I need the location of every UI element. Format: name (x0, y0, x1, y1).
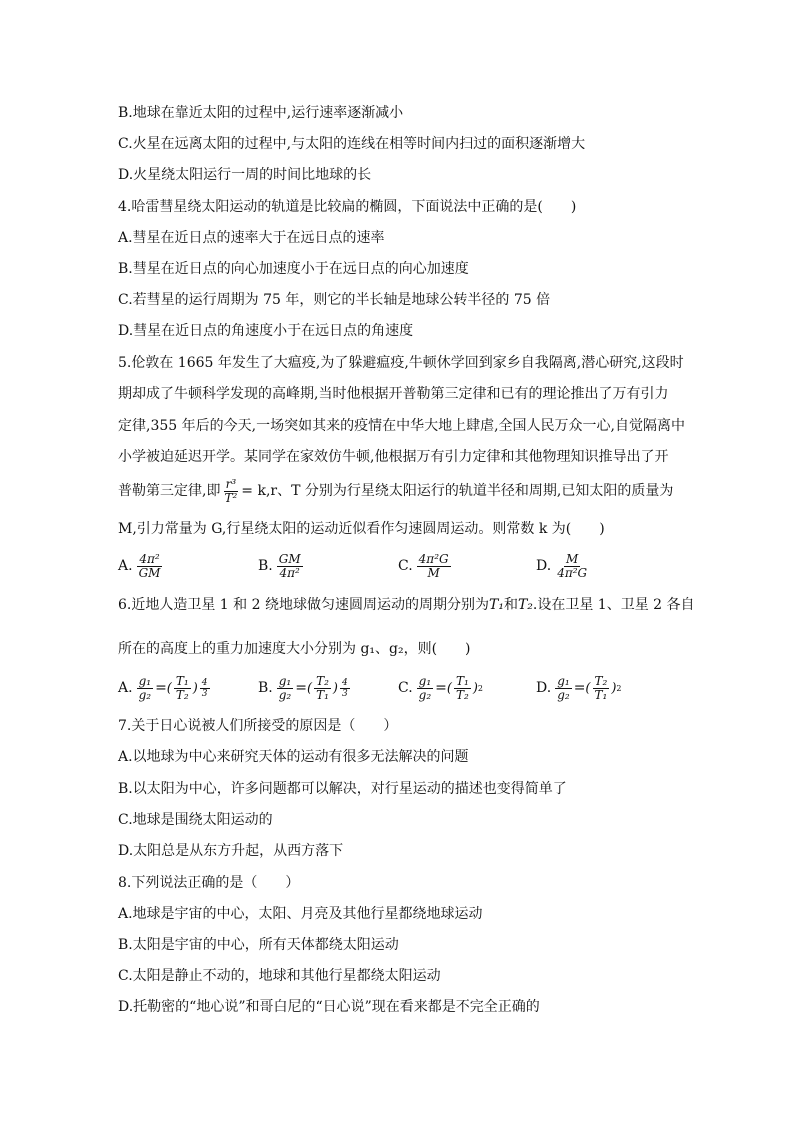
q5-opt-d-denominator: 4π²G (557, 565, 588, 580)
q3-option-b: B.地球在靠近太阳的过程中,运行速率逐渐减小 (118, 105, 404, 121)
q4-stem: 4.哈雷彗星绕太阳运动的轨道是比较扁的椭圆，下面说法中正确的是( ) (118, 199, 577, 215)
q6-opt-b-rhs-denominator: T₁ (316, 687, 329, 702)
q6-opt-a-lhs-denominator: g₂ (138, 687, 152, 702)
q6-line-2: 所在的高度上的重力加速度大小分别为 g₁、g₂，则( ) (118, 641, 471, 657)
option-label: A. (118, 558, 133, 574)
q6-opt-c-rhs-denominator: T₂ (455, 687, 469, 702)
q6-line-1-suffix: .设在卫星 1、卫星 2 各自 (532, 597, 695, 613)
q6-opt-a-rhs-fraction (174, 675, 191, 702)
q8-option-c: C.太阳是静止不动的，地球和其他行星都绕太阳运动 (118, 968, 441, 984)
kepler-equation-fraction (222, 478, 239, 505)
q4-option-a: A.彗星在近日点的速率大于在远日点的速率 (118, 230, 385, 246)
q6-opt-d-exponent: 2 (616, 683, 622, 693)
right-paren: ) (332, 680, 338, 696)
q5-line-3: 定律,355 年后的今天,一场突如其来的疫情在中华大地上肆虐,全国人民万众一心,自觉隔离中 (118, 418, 685, 434)
equals-sign: = (435, 680, 447, 696)
q7-option-a: A.以地球为中心来研究天体的运动有很多无法解决的问题 (118, 749, 469, 765)
q7-stem: 7.关于日心说被人们所接受的原因是（ ） (118, 718, 398, 734)
q5-opt-b-denominator: 4π² (279, 565, 300, 580)
q6-opt-c-exponent: 2 (477, 683, 483, 693)
q5-options (118, 546, 678, 586)
period-t2: T₂ (517, 597, 533, 613)
left-paren: ( (446, 680, 452, 696)
kepler-eq-denominator: T² (224, 490, 238, 505)
q6-opt-d-rhs-fraction (593, 675, 610, 702)
q8-option-d: D.托勒密的“地心说”和哥白尼的“日心说”现在看来都是不完全正确的 (118, 999, 540, 1015)
q6-line-1 (118, 596, 695, 614)
q5-opt-d-numerator: M (566, 551, 579, 566)
q6-opt-c-rhs-numerator: T₁ (455, 673, 469, 688)
q5-opt-c-numerator: 4π²G (418, 551, 449, 566)
q7-option-b: B.以太阳为中心，许多问题都可以解决，对行星运动的描述也变得简单了 (118, 781, 567, 797)
option-label: C. (398, 558, 413, 574)
q6-opt-a-exponent-numerator: 4 (201, 677, 208, 688)
q5-opt-b-fraction (277, 553, 303, 580)
q3-option-d: D.火星绕太阳运行一周的时间比地球的长 (118, 167, 372, 183)
right-paren: ) (192, 680, 198, 696)
q6-and: 和 (503, 597, 518, 613)
q6-opt-a-exponent-fraction (200, 678, 210, 699)
q6-options (118, 668, 678, 708)
q6-opt-b-lhs-denominator: g₂ (278, 687, 292, 702)
q6-opt-c-lhs-numerator: g₁ (418, 673, 432, 688)
q5-line-6: M,引力常量为 G,行星绕太阳的运动近似看作匀速圆周运动。则常数 k 为( ) (118, 521, 605, 537)
q5-option-b (258, 546, 305, 586)
q6-opt-b-exponent-denominator: 3 (341, 688, 348, 699)
q5-opt-a-fraction (137, 553, 163, 580)
q5-opt-c-denominator: M (427, 565, 440, 580)
right-paren: ) (472, 680, 478, 696)
q5-option-a (118, 546, 164, 586)
q5-opt-b-numerator: GM (278, 551, 301, 566)
q5-line-5-suffix: = k,r、T 分别为行星绕太阳运行的轨道半径和周期,已知太阳的质量为 (241, 483, 674, 499)
option-label: C. (398, 680, 413, 696)
q5-line-5-prefix: 普勒第三定律,即 (118, 483, 221, 499)
q6-line-1-prefix: 6.近地人造卫星 1 和 2 绕地球做匀速圆周运动的周期分别为 (118, 597, 489, 613)
q6-opt-d-lhs-numerator: g₁ (557, 673, 570, 688)
q6-opt-b-rhs-numerator: T₂ (316, 673, 329, 688)
q6-opt-d-rhs-denominator: T₁ (594, 687, 608, 702)
q6-opt-a-rhs-denominator: T₂ (175, 687, 189, 702)
kepler-eq-numerator: r³ (225, 476, 237, 491)
equals-sign: = (295, 680, 307, 696)
q6-opt-b-lhs-numerator: g₁ (278, 673, 292, 688)
q8-option-b: B.太阳是宇宙的中心，所有天体都绕太阳运动 (118, 937, 399, 953)
q5-opt-c-fraction (417, 553, 451, 580)
q6-opt-b-rhs-fraction (314, 675, 331, 702)
q5-option-c (398, 546, 453, 586)
q5-opt-d-fraction (555, 553, 589, 580)
q6-opt-d-rhs-numerator: T₂ (594, 673, 608, 688)
q4-option-c: C.若彗星的运行周期为 75 年，则它的半长轴是地球公转半径的 75 倍 (118, 292, 551, 308)
q6-opt-a-rhs-numerator: T₁ (175, 673, 189, 688)
q5-line-1: 5.伦敦在 1665 年发生了大瘟疫,为了躲避瘟疫,牛顿休学回到家乡自我隔离,潜心研究,这段时 (118, 355, 684, 371)
q6-opt-d-lhs-denominator: g₂ (557, 687, 570, 702)
q6-option-d (536, 668, 622, 708)
q6-opt-b-exponent-numerator: 4 (341, 677, 348, 688)
q5-line-5 (118, 474, 673, 508)
option-label: B. (258, 558, 273, 574)
q6-opt-b-exponent-fraction (340, 678, 350, 699)
q6-option-b (258, 668, 352, 708)
period-t1: T₁ (488, 597, 504, 613)
q3-option-c: C.火星在远离太阳的过程中,与太阳的连线在相等时间内扫过的面积逐渐增大 (118, 136, 586, 152)
left-paren: ( (585, 680, 591, 696)
q8-stem: 8.下列说法正确的是（ ） (118, 875, 300, 891)
q5-opt-a-denominator: GM (138, 565, 161, 580)
q5-option-d (536, 546, 591, 586)
option-label: D. (536, 680, 552, 696)
q4-option-d: D.彗星在近日点的角速度小于在远日点的角速度 (118, 323, 414, 339)
left-paren: ( (166, 680, 172, 696)
equals-sign: = (155, 680, 167, 696)
q7-option-c: C.地球是围绕太阳运动的 (118, 812, 273, 828)
q4-option-b: B.彗星在近日点的向心加速度小于在远日点的向心加速度 (118, 261, 469, 277)
q5-opt-a-numerator: 4π² (139, 551, 160, 566)
equals-sign: = (573, 680, 586, 696)
q5-line-2: 期却成了牛顿科学发现的高峰期,当时他根据开普勒第三定律和已有的理论推出了万有引力 (118, 386, 669, 402)
q7-option-d: D.太阳总是从东方升起，从西方落下 (118, 843, 344, 859)
q6-opt-a-lhs-numerator: g₁ (138, 673, 152, 688)
q5-line-4: 小学被迫延迟开学。某同学在家效仿牛顿,他根据万有引力定律和其他物理知识推导出了开 (118, 449, 669, 465)
q6-opt-a-lhs-fraction (137, 675, 154, 702)
q6-opt-b-lhs-fraction (277, 675, 294, 702)
left-paren: ( (306, 680, 313, 696)
q6-opt-a-exponent-denominator: 3 (201, 688, 208, 699)
q6-option-c (398, 668, 483, 708)
option-label: D. (536, 558, 552, 574)
q6-opt-c-rhs-fraction (454, 675, 471, 702)
option-label: B. (258, 680, 273, 696)
option-label: A. (118, 680, 133, 696)
q6-option-a (118, 668, 212, 708)
q6-opt-d-lhs-fraction (555, 675, 572, 702)
q8-option-a: A.地球是宇宙的中心，太阳、月亮及其他行星都绕地球运动 (118, 906, 483, 922)
q6-opt-c-lhs-denominator: g₂ (418, 687, 432, 702)
right-paren: ) (611, 680, 617, 696)
q6-opt-c-lhs-fraction (417, 675, 434, 702)
